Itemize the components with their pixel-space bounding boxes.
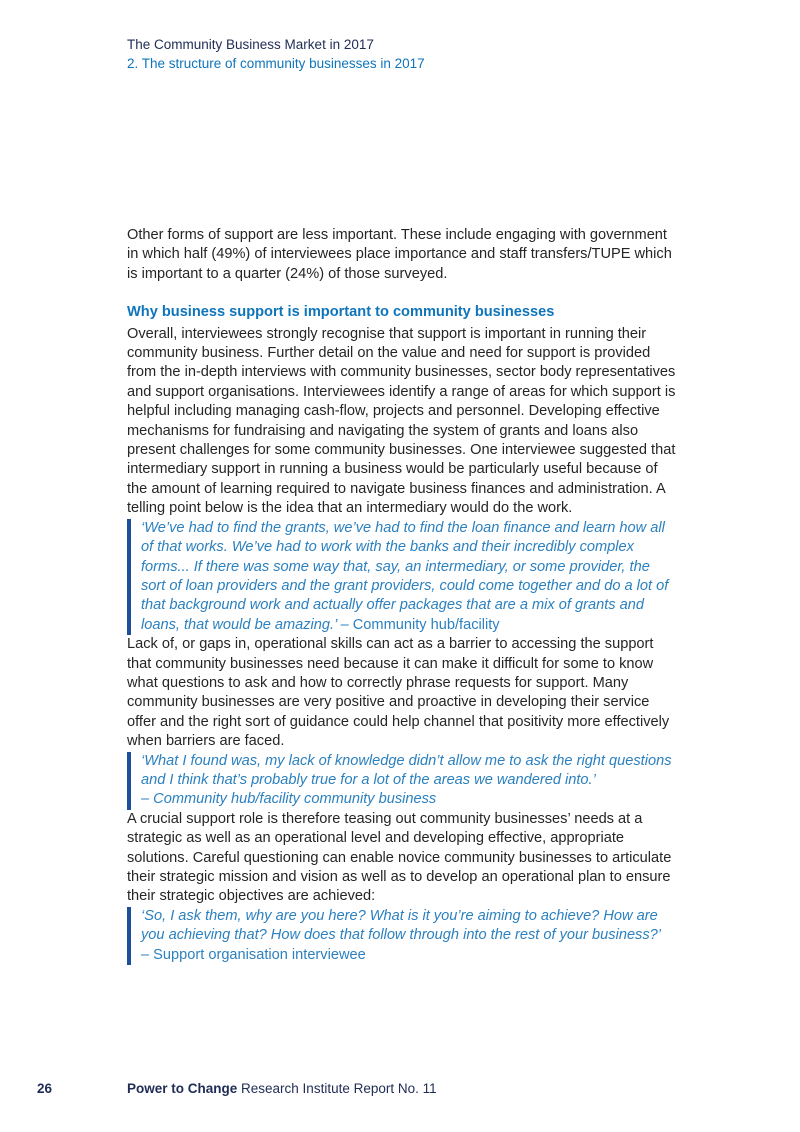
report-title: The Community Business Market in 2017 [127, 37, 374, 52]
quote-text: ‘So, I ask them, why are you here? What is it you’re aiming to achieve? How are you achieving that? How does that follow through into the rest of your business?’ [141, 907, 662, 944]
quote-attribution: – Community hub/facility [340, 616, 500, 633]
footer-report-info: Research Institute Report No. 11 [241, 1081, 437, 1096]
quote-why-are-you-here [127, 907, 677, 965]
quote-text-block [141, 519, 677, 635]
quote-grants-loans [127, 519, 677, 635]
page-number: 26 [37, 1081, 53, 1096]
quote-lack-of-knowledge [127, 752, 677, 810]
quote-attribution: – Community hub/facility community business [141, 791, 437, 808]
paragraph-overall-support: Overall, interviewees strongly recognise that support is important in running their community business. Further detail on the value and need for support is provided from the in-depth interviews with community businesses, sector body representatives and support organisations. Interviewees identify a range of areas for which support is helpful including managing cash-flow, projects and personnel. Developing effective mechanisms for fundraising and navigating the system of grants and loans also present challenges for some community businesses. One interviewee suggested that intermediary support in running a business would be particularly useful because of the amount of learning required to navigate business finances and administration. A telling point below is the idea that an intermediary would do the work. [127, 325, 676, 517]
quote-text: ‘We’ve had to find the grants, we’ve had to find the loan finance and learn how all of that works. We’ve had to work with the banks and their incredibly complex forms... If there was some way that, say, an intermediary, or some provider, the sort of loan providers and the grant providers, could come together and do a lot of that background work and actually offer packages that are a mix of grants and loans, that would be amazing.’ [141, 519, 669, 633]
page-footer [0, 1081, 800, 1101]
paragraph-operational-skills: Lack of, or gaps in, operational skills can act as a barrier to accessing the support that community businesses need because it can make it difficult for some to know what questions to ask and how to correctly phrase requests for support. Many community businesses are very positive and proactive in developing their service offer and the right sort of guidance could help channel that positivity more effectively when barriers are faced. [127, 636, 670, 750]
paragraph-crucial-support-role: A crucial support role is therefore teasing out community businesses’ needs at a strategic as well as an operational level and developing effective, appropriate solutions. Careful questioning can enable novice community businesses to articulate their strategic mission and vision as well as to develop an operational plan to ensure their strategic objectives are achieved: [127, 810, 672, 905]
footer-report-line [127, 1081, 437, 1096]
page-header [127, 35, 727, 73]
chapter-title: 2. The structure of community businesses in 2017 [127, 56, 425, 71]
section-heading: Why business support is important to community businesses [127, 304, 555, 321]
quote-attribution: – Support organisation interviewee [141, 946, 366, 963]
quote-text: ‘What I found was, my lack of knowledge didn’t allow me to ask the right questions and I think that’s probably true for a lot of the areas we wandered into.’ [141, 752, 672, 788]
page-body [127, 226, 677, 965]
footer-publisher: Power to Change [127, 1081, 238, 1096]
paragraph-other-support: Other forms of support are less important. These include engaging with government in which half (49%) of interviewees place importance and staff transfers/TUPE which is important to a quarter (24%) of those surveyed. [127, 227, 672, 282]
